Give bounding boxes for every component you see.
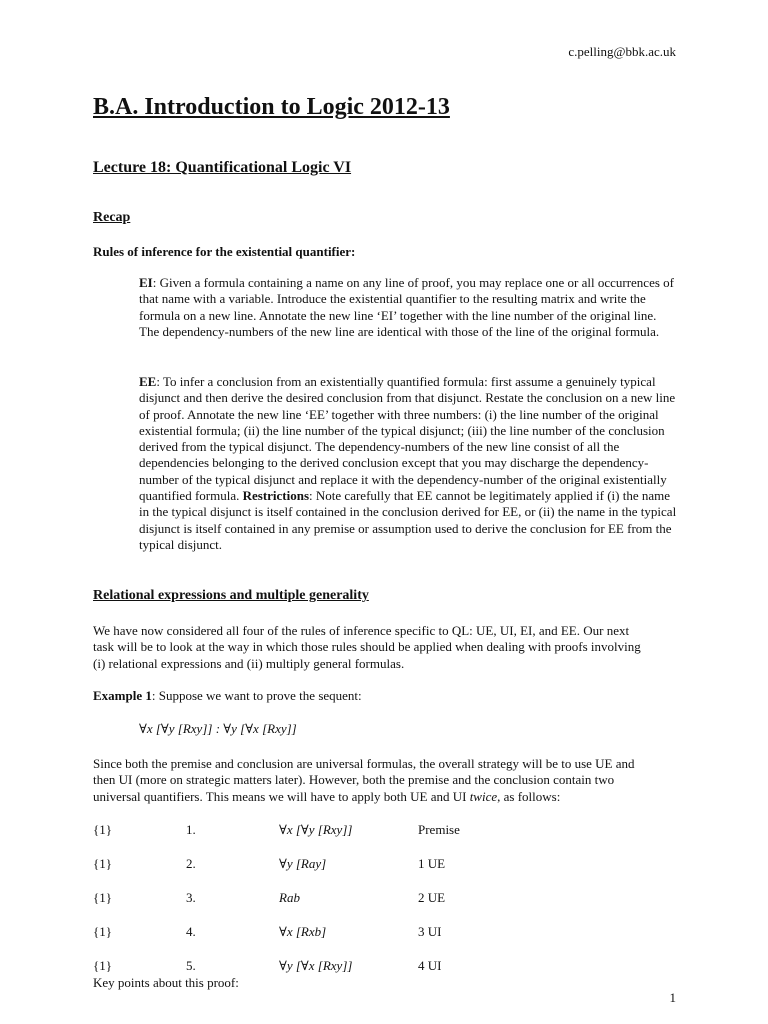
strategy-text: Since both the premise and conclusion are universal formulas, the overall strategy will be to use UE and then UI (more on strategic matters later). However, both the premise and the conclusion contain two universal quantifiers. This means we will have to apply both UE and UI: [93, 756, 635, 804]
restrictions-text: : Note carefully that EE cannot be legitimately applied if (i) the name in the typical disjunct is itself contained in the conclusion derived for EE, or (ii) the name in the typical disjunct is itself contained in any premise or assumption used to derive the conclusion for EE from the typical disjunct.: [139, 488, 677, 552]
dependency: {1}: [93, 924, 112, 939]
formula: ∀x [Rxb]: [279, 924, 327, 939]
line-number: 1.: [186, 822, 196, 837]
line-number: 3.: [186, 890, 196, 905]
page-number: 1: [669, 990, 676, 1005]
ei-text: : Given a formula containing a name on any line of proof, you may replace one or all occurrences of that name with a variable. Introduce the existential quantifier to the resulting matrix and write the formula on a new line. Annotate the new line ‘EI’ together with the line number of the original line. The dependency-numbers of the new line are identical with those of the line of the original formula.: [139, 275, 674, 339]
restrictions-label: Restrictions: [242, 488, 310, 504]
ee-text: : To infer a conclusion from an existentially quantified formula: first assume a genuinely typical disjunct and then derive the desired conclusion from that disjunct. Restate the conclusion on a new line of proof. Annotate the new line ‘EE’ together with three numbers: (i) the line number of the original existential formula; (ii) the line number of the typical disjunct; (iii) the line number of the conclusion derived from the typical disjunct. The dependency-numbers of the new line consist of all the dependencies belonging to the derived conclusion except that you may discharge the dependency-number of the typical disjunct and replace it with the dependency-number of the original existentially quantified formula.: [139, 374, 676, 504]
lecture-title: Lecture 18: Quantificational Logic VI: [93, 159, 352, 176]
formula: ∀y [Ray]: [279, 856, 327, 871]
line-number: 5.: [186, 958, 196, 973]
example-text: : Suppose we want to prove the sequent:: [151, 688, 362, 703]
document-title: B.A. Introduction to Logic 2012-13: [93, 94, 450, 120]
formula: ∀y [∀x [Rxy]]: [279, 958, 353, 973]
ei-rule-paragraph: [139, 275, 679, 340]
ee-rule-paragraph: [139, 374, 679, 553]
intro-paragraph: We have now considered all four of the rules of inference specific to QL: UE, UI, EI, and EE. Our next task will be to look at the way in which those rules should be applied when dealing with proofs involving (i) relational expressions and (ii) multiply general formulas.: [93, 623, 641, 671]
ei-label: EI: [139, 275, 153, 290]
sequent-formula: ∀x [∀y [Rxy]] : ∀y [∀x [Rxy]]: [139, 721, 297, 736]
line-number: 4.: [186, 924, 196, 939]
example-paragraph: [93, 688, 633, 704]
section-heading: Relational expressions and multiple generality: [93, 588, 369, 603]
line-number: 2.: [186, 856, 196, 871]
dependency: {1}: [93, 822, 112, 837]
rules-subheading: Rules of inference for the existential quantifier:: [93, 244, 356, 259]
recap-heading: Recap: [93, 210, 131, 225]
justification: 1 UE: [418, 856, 446, 871]
justification: 2 UE: [418, 890, 446, 905]
justification: Premise: [418, 822, 460, 837]
example-label: Example 1: [93, 688, 152, 703]
justification: 4 UI: [418, 958, 442, 973]
dependency: {1}: [93, 958, 112, 973]
formula: Rab: [279, 890, 300, 905]
key-points-text: Key points about this proof:: [93, 975, 239, 990]
ee-label: EE: [139, 374, 157, 389]
strategy-paragraph: [93, 756, 653, 805]
dependency: {1}: [93, 856, 112, 871]
strategy-emphasis: twice: [469, 788, 498, 804]
dependency: {1}: [93, 890, 112, 905]
formula: ∀x [∀y [Rxy]]: [279, 822, 353, 837]
author-email: c.pelling@bbk.ac.uk: [568, 44, 676, 59]
justification: 3 UI: [418, 924, 442, 939]
strategy-text-end: , as follows:: [497, 788, 561, 804]
